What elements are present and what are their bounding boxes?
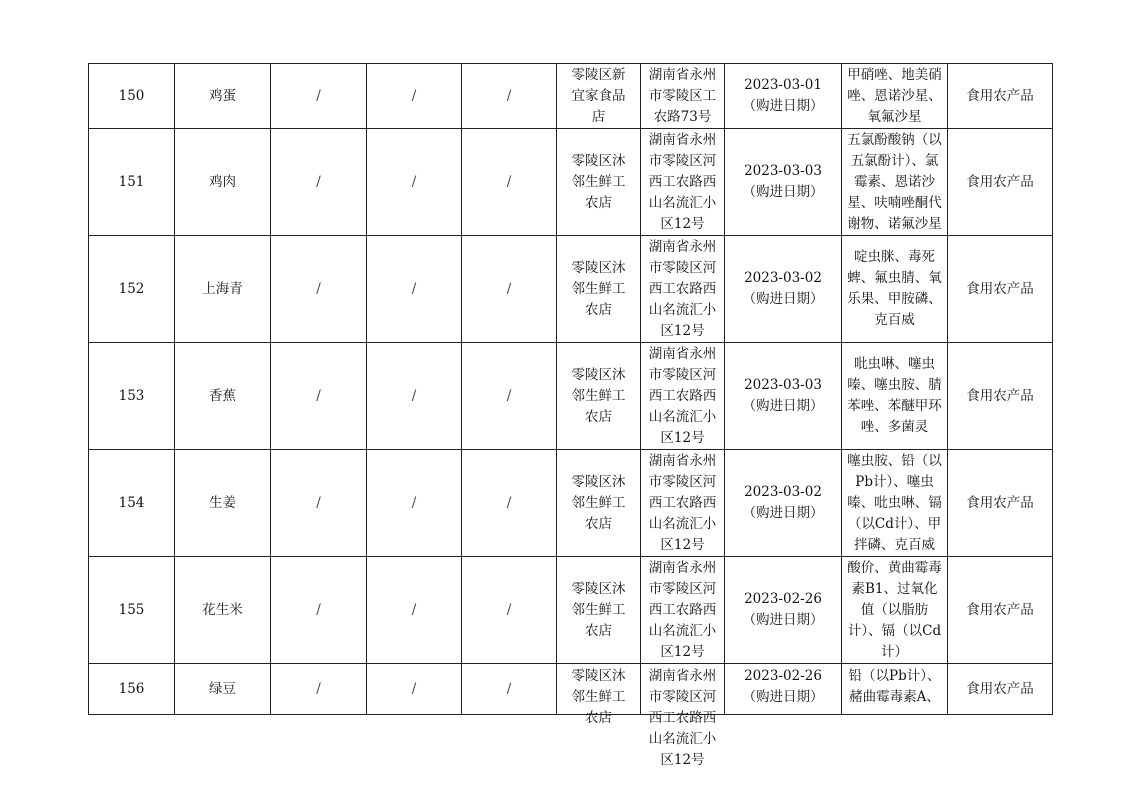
- sample-name: 鸡蛋: [175, 64, 271, 129]
- empty-cell: /: [271, 236, 367, 343]
- store-address: 湖南省永州市零陵区河西工农路西山名流汇小区12号: [648, 559, 717, 660]
- empty-cell: /: [367, 343, 462, 450]
- address-cell: [641, 236, 725, 343]
- category: 食用农产品: [948, 450, 1053, 557]
- empty-cell: /: [271, 129, 367, 236]
- row-number: 154: [89, 450, 175, 557]
- category: 食用农产品: [948, 343, 1053, 450]
- purchase-date: 2023-03-03（购进日期）: [742, 163, 824, 200]
- store-name: 零陵区新宜家食品店: [571, 66, 626, 125]
- empty-cell: /: [367, 557, 462, 664]
- empty-cell: /: [367, 129, 462, 236]
- table-row: [89, 236, 1053, 343]
- table-row: [89, 664, 1053, 715]
- store-name: 零陵区沐邻生鲜工农店: [571, 473, 626, 532]
- empty-cell: /: [462, 343, 557, 450]
- empty-cell: /: [271, 450, 367, 557]
- date-cell: [725, 236, 842, 343]
- empty-cell: /: [462, 664, 557, 715]
- purchase-date: 2023-02-26（购进日期）: [742, 591, 824, 628]
- address-cell: [641, 450, 725, 557]
- store-address: 湖南省永州市零陵区河西工农路西山名流汇小区12号: [648, 238, 717, 339]
- test-items: 甲硝唑、地美硝唑、恩诺沙星、氧氟沙星: [847, 66, 942, 125]
- store-cell: [557, 236, 641, 343]
- row-number: 153: [89, 343, 175, 450]
- row-number: 155: [89, 557, 175, 664]
- empty-cell: /: [271, 64, 367, 129]
- row-number: 150: [89, 64, 175, 129]
- empty-cell: /: [271, 557, 367, 664]
- items-cell: [842, 129, 948, 236]
- address-cell: [641, 64, 725, 129]
- store-name: 零陵区沐邻生鲜工农店: [571, 366, 626, 425]
- sample-name: 上海青: [175, 236, 271, 343]
- row-number: 152: [89, 236, 175, 343]
- store-cell: [557, 557, 641, 664]
- test-items: 啶虫脒、毒死蜱、氟虫腈、氧乐果、甲胺磷、克百威: [847, 249, 942, 328]
- empty-cell: /: [462, 129, 557, 236]
- empty-cell: /: [462, 64, 557, 129]
- empty-cell: /: [367, 236, 462, 343]
- store-cell: [557, 450, 641, 557]
- table-row: [89, 64, 1053, 129]
- store-name: 零陵区沐邻生鲜工农店: [571, 152, 626, 211]
- store-name: 零陵区沐邻生鲜工农店: [571, 668, 626, 726]
- table-row: [89, 450, 1053, 557]
- sample-name: 生姜: [175, 450, 271, 557]
- address-cell: [641, 557, 725, 664]
- purchase-date: 2023-03-02（购进日期）: [742, 484, 824, 521]
- purchase-date: 2023-03-01（购进日期）: [742, 77, 824, 114]
- category: 食用农产品: [948, 664, 1053, 715]
- category: 食用农产品: [948, 129, 1053, 236]
- table-row: [89, 343, 1053, 450]
- test-items: 五氯酚酸钠（以五氯酚计）、氯霉素、恩诺沙星、呋喃唑酮代谢物、诺氟沙星: [847, 131, 942, 232]
- items-cell: [842, 236, 948, 343]
- table-row: [89, 129, 1053, 236]
- items-cell: [842, 64, 948, 129]
- category: 食用农产品: [948, 557, 1053, 664]
- sample-name: 鸡肉: [175, 129, 271, 236]
- category: 食用农产品: [948, 236, 1053, 343]
- date-cell: [725, 64, 842, 129]
- items-cell: [842, 557, 948, 664]
- test-items: 酸价、黄曲霉毒素B1、过氧化值（以脂肪计）、镉（以Cd计）: [847, 559, 942, 660]
- row-number: 151: [89, 129, 175, 236]
- store-address: 湖南省永州市零陵区工农路73号: [648, 66, 717, 125]
- empty-cell: /: [462, 557, 557, 664]
- date-cell: [725, 557, 842, 664]
- items-cell: [842, 343, 948, 450]
- empty-cell: /: [271, 664, 367, 715]
- test-items: 噻虫胺、铅（以Pb计）、噻虫嗪、吡虫啉、镉（以Cd计）、甲拌磷、克百威: [847, 452, 942, 553]
- empty-cell: /: [367, 664, 462, 715]
- address-cell: [641, 129, 725, 236]
- store-name: 零陵区沐邻生鲜工农店: [571, 259, 626, 318]
- empty-cell: /: [271, 343, 367, 450]
- date-cell: [725, 343, 842, 450]
- table-row: [89, 557, 1053, 664]
- empty-cell: /: [462, 450, 557, 557]
- results-table: [88, 63, 1053, 768]
- store-address: 湖南省永州市零陵区河西工农路西山名流汇小区12号: [648, 452, 717, 553]
- sample-name: 香蕉: [175, 343, 271, 450]
- address-cell: [641, 664, 725, 768]
- items-cell: [842, 450, 948, 557]
- empty-cell: /: [462, 236, 557, 343]
- sample-name: 花生米: [175, 557, 271, 664]
- address-cell: [641, 343, 725, 450]
- empty-cell: /: [367, 64, 462, 129]
- test-items: 铅（以Pb计）、赭曲霉毒素A、: [848, 668, 941, 705]
- store-cell: [557, 64, 641, 129]
- store-cell: [557, 129, 641, 236]
- purchase-date: 2023-02-26（购进日期）: [742, 668, 824, 705]
- empty-cell: /: [367, 450, 462, 557]
- store-address: 湖南省永州市零陵区河西工农路西山名流汇小区12号: [648, 668, 717, 768]
- category: 食用农产品: [948, 64, 1053, 129]
- store-address: 湖南省永州市零陵区河西工农路西山名流汇小区12号: [648, 345, 717, 446]
- purchase-date: 2023-03-02（购进日期）: [742, 270, 824, 307]
- row-number: 156: [89, 664, 175, 715]
- date-cell: [725, 129, 842, 236]
- date-cell: [725, 450, 842, 557]
- items-cell: [842, 664, 948, 715]
- store-address: 湖南省永州市零陵区河西工农路西山名流汇小区12号: [648, 131, 717, 232]
- purchase-date: 2023-03-03（购进日期）: [742, 377, 824, 414]
- store-cell: [557, 664, 641, 726]
- test-items: 吡虫啉、噻虫嗪、噻虫胺、腈苯唑、苯醚甲环唑、多菌灵: [847, 356, 942, 435]
- sample-name: 绿豆: [175, 664, 271, 715]
- store-name: 零陵区沐邻生鲜工农店: [571, 580, 626, 639]
- store-cell: [557, 343, 641, 450]
- date-cell: [725, 664, 842, 715]
